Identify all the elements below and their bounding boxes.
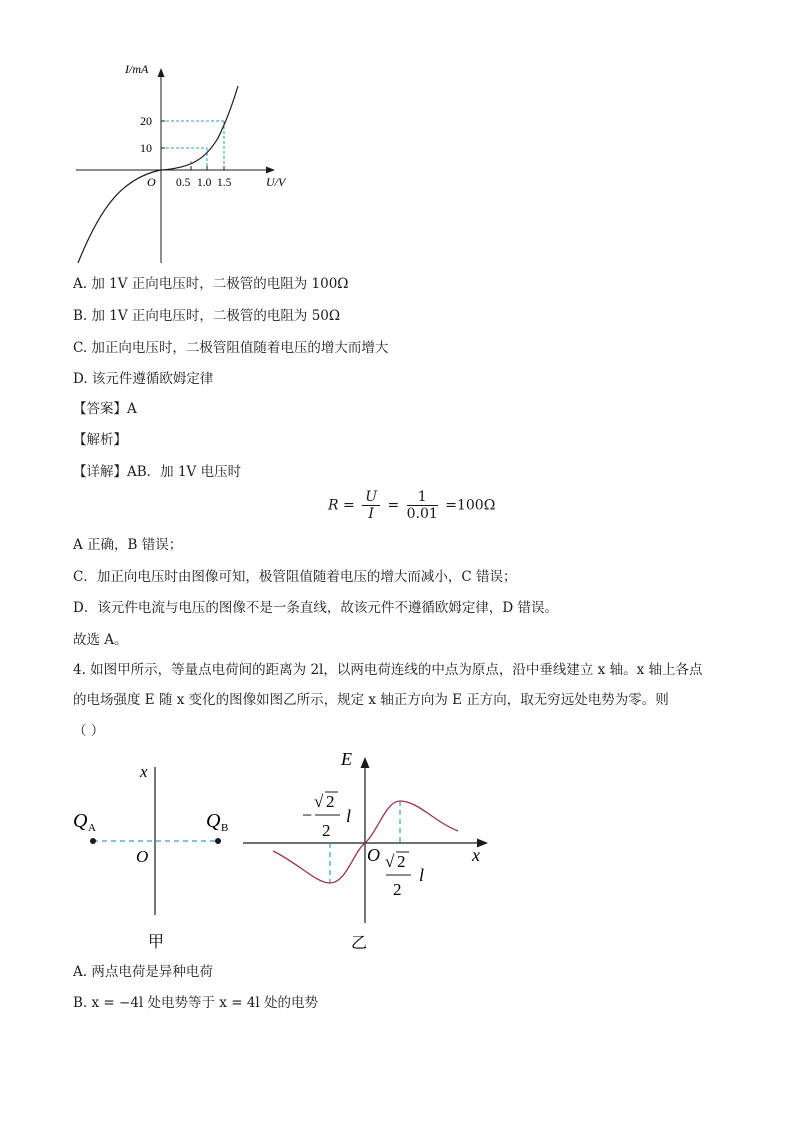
charge-b-dot: [215, 838, 221, 844]
x-tick-1-5: 1.5: [217, 177, 232, 189]
x-tick-0-5: 0.5: [176, 177, 191, 189]
option-d: D. 该元件遵循欧姆定律: [73, 371, 214, 387]
option-c: C. 加正向电压时，二极管阻值随着电压的增大而增大: [73, 340, 389, 356]
jia-axis-label: x: [140, 762, 148, 781]
question4-line-3: （ ）: [73, 723, 105, 739]
x-tick-1-0: 1.0: [197, 177, 212, 189]
q4-option-b: B. x = −4l 处电势等于 x = 4l 处的电势: [73, 995, 319, 1011]
answer-value: A: [127, 401, 137, 417]
charge-b-label: Q: [206, 810, 221, 832]
question4-line-2: 的电场强度 E 随 x 变化的图像如图乙所示，规定 x 轴正方向为 E 正方向，取无穷远处电势为零。则: [73, 692, 669, 708]
resistance-formula: [328, 489, 495, 522]
jia-caption: 甲: [148, 934, 165, 951]
charge-a-sub: A: [88, 822, 96, 834]
jia-origin: O: [136, 847, 149, 866]
svg-text:l: l: [419, 865, 425, 885]
analysis-label: 【解析】: [73, 432, 127, 448]
origin-label: O: [147, 175, 156, 189]
explain-line-2: C．加正向电压时由图像可知，极管阻值随着电压的增大而减小，C 错误；: [73, 569, 517, 585]
figure-jia: [68, 755, 248, 955]
explain-line-4: 故选 A。: [73, 632, 128, 648]
y-axis-label: I/mA: [125, 62, 149, 76]
fraction-den-2: 0.01: [406, 506, 438, 522]
diode-iu-graph: [70, 58, 300, 268]
explain-line-3: D．该元件电流与电压的图像不是一条直线，故该元件不遵循欧姆定律，D 错误。: [73, 600, 558, 616]
answer-label: 【答案】: [73, 401, 127, 417]
q4-option-a: A. 两点电荷是异种电荷: [73, 964, 213, 980]
y-tick-10: 10: [140, 141, 152, 155]
detail-line: [73, 462, 241, 482]
fraction-u-over-i: [362, 489, 380, 522]
fraction-1-over-001: [407, 489, 438, 522]
charge-a-label: Q: [73, 810, 88, 832]
sqrt-symbol-neg: √: [314, 792, 324, 811]
question4-line-1: 4. 如图甲所示，等量点电荷间的距离为 2l，以两电荷连线的中点为原点，沿中垂线建立 x 轴。x 轴上各点: [73, 662, 703, 678]
svg-text:l: l: [346, 806, 352, 826]
y-tick-20: 20: [140, 114, 152, 128]
figure-yi: [238, 743, 498, 955]
formula-lhs: R: [328, 497, 339, 514]
svg-text:−: −: [302, 805, 313, 825]
svg-text:2: 2: [397, 852, 406, 871]
option-b: B. 加 1V 正向电压时，二极管的电阻为 50Ω: [73, 308, 341, 324]
x-axis-label: U/V: [266, 175, 286, 189]
formula-eq-2: =: [387, 497, 400, 514]
svg-text:2: 2: [322, 821, 331, 840]
explain-line-1: A 正确，B 错误；: [73, 537, 183, 553]
answer-line: [73, 399, 137, 419]
svg-text:2: 2: [326, 792, 335, 811]
yi-origin: O: [367, 845, 380, 865]
pos-root2-over-2-label: [385, 852, 424, 899]
yi-x-label: x: [472, 845, 480, 865]
yi-e-label: E: [341, 749, 352, 769]
fraction-num-1: U: [362, 489, 380, 506]
charge-b-sub: B: [221, 822, 229, 834]
formula-eq: =: [343, 497, 355, 514]
yi-caption: 乙: [351, 935, 368, 952]
fraction-num-2: 1: [407, 489, 438, 506]
formula-result: =100Ω: [445, 497, 496, 514]
detail-label: 【详解】: [73, 464, 127, 480]
svg-text:2: 2: [393, 880, 402, 899]
detail-text: AB．加 1V 电压时: [127, 464, 242, 480]
sqrt-symbol-pos: √: [385, 852, 395, 871]
option-a: A. 加 1V 正向电压时，二极管的电阻为 100Ω: [73, 276, 349, 292]
diode-curve: [78, 86, 238, 263]
charge-a-dot: [90, 838, 96, 844]
neg-root2-over-2-label: [302, 792, 351, 840]
fraction-den-1: I: [368, 506, 374, 522]
